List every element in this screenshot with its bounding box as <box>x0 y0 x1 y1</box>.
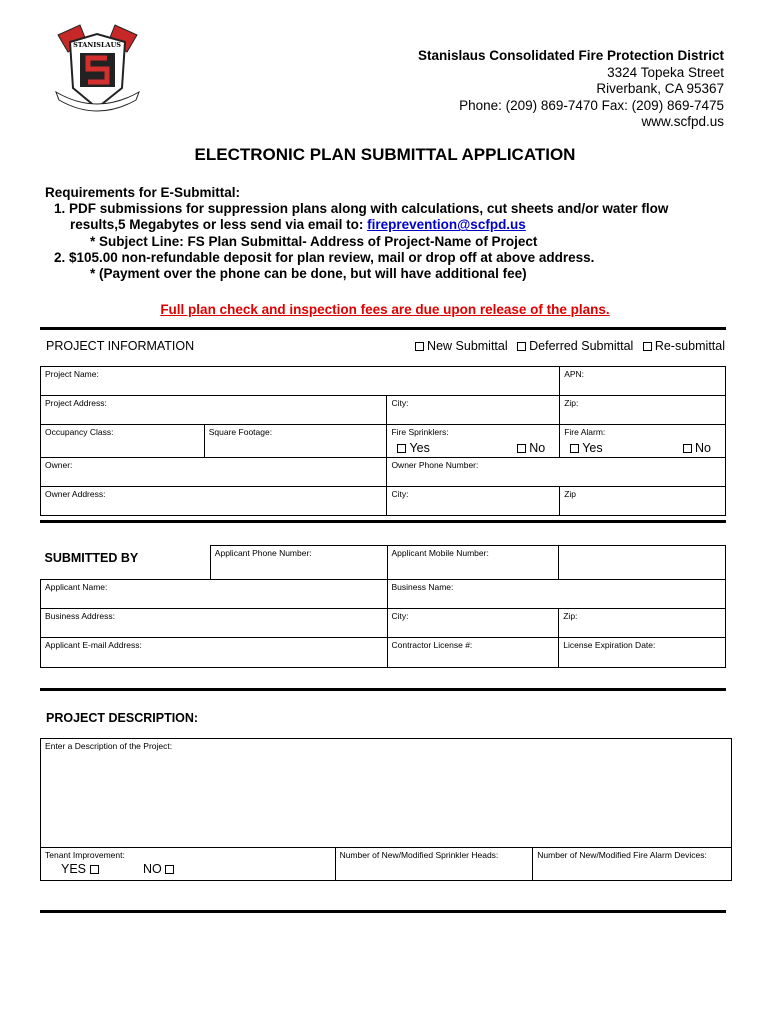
tenant-yes-label: YES <box>61 862 87 876</box>
project-zip-field[interactable] <box>560 396 726 425</box>
owner-field[interactable] <box>41 458 387 487</box>
alarm-yes-checkbox[interactable] <box>570 444 579 453</box>
project-name-label: Project Name: <box>45 369 99 379</box>
alarm-no-option[interactable] <box>683 441 711 455</box>
req-item-1: 1. PDF submissions for suppression plans along with calculations, cut sheets and/or water flow <box>54 201 669 217</box>
blank-cell <box>559 546 726 580</box>
tenant-yes-option[interactable] <box>61 862 102 876</box>
sprinklers-no-checkbox[interactable] <box>517 444 526 453</box>
sqft-field[interactable] <box>204 425 387 458</box>
alarm-yes-label: Yes <box>582 441 603 455</box>
owner-address-field[interactable] <box>41 487 387 516</box>
req-item-1-b-text: results,5 Megabytes or less send via email to: <box>70 217 368 233</box>
district-logo <box>50 20 145 115</box>
sprinklers-yes-label: Yes <box>409 441 430 455</box>
license-expiration-label: License Expiration Date: <box>563 640 656 650</box>
email-link[interactable]: fireprevention@scfpd.us <box>367 217 526 233</box>
applicant-phone-label: Applicant Phone Number: <box>214 548 312 558</box>
city-state: Riverbank, CA 95367 <box>596 81 724 96</box>
header-address <box>418 48 724 131</box>
fire-alarm-field <box>560 425 726 458</box>
fire-alarm-label: Fire Alarm: <box>564 427 606 437</box>
fire-sprinklers-label: Fire Sprinklers: <box>391 427 449 437</box>
website: www.scfpd.us <box>641 114 724 129</box>
project-name-field[interactable] <box>41 367 560 396</box>
business-name-field[interactable] <box>387 580 726 609</box>
logo-emblem-icon <box>50 20 145 115</box>
applicant-mobile-label: Applicant Mobile Number: <box>391 548 489 558</box>
applicant-name-label: Applicant Name: <box>45 582 108 592</box>
fee-notice: Full plan check and inspection fees are due upon release of the plans. <box>160 302 610 317</box>
tenant-yes-checkbox[interactable] <box>90 865 99 874</box>
org-name: Stanislaus Consolidated Fire Protection District <box>417 48 724 63</box>
business-zip-field[interactable] <box>559 609 726 638</box>
business-city-field[interactable] <box>387 609 559 638</box>
requirements <box>45 185 735 282</box>
sprinklers-yes-checkbox[interactable] <box>397 444 406 453</box>
tenant-improvement-label: Tenant Improvement: <box>45 850 125 860</box>
business-address-label: Business Address: <box>45 611 115 621</box>
license-expiration-field[interactable] <box>559 638 726 668</box>
re-submittal-checkbox[interactable] <box>643 342 652 351</box>
phone-fax: Phone: (209) 869-7470 Fax: (209) 869-7475 <box>459 97 724 113</box>
fire-alarm-options <box>564 437 721 455</box>
description-label: Enter a Description of the Project: <box>45 741 173 751</box>
re-submittal-label: Re-submittal <box>654 339 725 353</box>
contractor-license-field[interactable] <box>387 638 559 668</box>
owner-city-label: City: <box>391 489 409 499</box>
sprinklers-no-label: No <box>529 441 546 455</box>
req-payment-note: * (Payment over the phone can be done, but will have additional fee) <box>90 266 527 282</box>
sqft-label: Square Footage: <box>208 427 273 437</box>
project-city-field[interactable] <box>387 396 560 425</box>
project-address-field[interactable] <box>41 396 387 425</box>
svg-text:STANISLAUS: STANISLAUS <box>73 41 121 49</box>
owner-address-label: Owner Address: <box>45 489 106 499</box>
submitted-by-heading <box>41 546 211 580</box>
divider <box>40 327 726 330</box>
submitted-by-heading-text: SUBMITTED BY <box>44 550 139 565</box>
tenant-no-option[interactable] <box>143 862 177 876</box>
alarm-no-checkbox[interactable] <box>683 444 692 453</box>
apn-label: APN: <box>564 369 585 379</box>
project-city-label: City: <box>391 398 409 408</box>
alarm-devices-label: Number of New/Modified Fire Alarm Devices: <box>537 850 707 860</box>
owner-phone-label: Owner Phone Number: <box>391 460 479 470</box>
owner-city-field[interactable] <box>387 487 560 516</box>
business-city-label: City: <box>391 611 409 621</box>
project-zip-label: Zip: <box>564 398 579 408</box>
business-address-field[interactable] <box>41 609 388 638</box>
street: 3324 Topeka Street <box>607 64 724 80</box>
fire-sprinklers-field <box>387 425 560 458</box>
applicant-email-field[interactable] <box>41 638 388 668</box>
alarm-devices-field[interactable] <box>533 848 732 881</box>
owner-label: Owner: <box>45 460 73 470</box>
sprinklers-yes-option[interactable] <box>397 441 429 455</box>
occupancy-field[interactable] <box>41 425 205 458</box>
req-subject-line: * Subject Line: FS Plan Submittal- Address of Project-Name of Project <box>90 233 538 249</box>
apn-field[interactable] <box>560 367 726 396</box>
sprinkler-heads-field[interactable] <box>335 848 533 881</box>
tenant-no-label: NO <box>142 862 162 876</box>
new-submittal-checkbox[interactable] <box>415 342 424 351</box>
owner-zip-label: Zip <box>564 489 576 499</box>
divider <box>40 910 726 913</box>
tenant-improvement-field <box>41 848 336 881</box>
project-info-table <box>40 366 726 516</box>
tenant-no-checkbox[interactable] <box>165 865 174 874</box>
deferred-submittal-label: Deferred Submittal <box>529 339 634 353</box>
contractor-license-label: Contractor License #: <box>391 640 473 650</box>
business-zip-label: Zip: <box>563 611 578 621</box>
submitted-by-table <box>40 545 726 668</box>
submittal-type-options <box>415 339 725 353</box>
deferred-submittal-checkbox[interactable] <box>517 342 526 351</box>
owner-zip-field[interactable] <box>560 487 726 516</box>
req-item-1-b <box>45 217 735 233</box>
page-title: ELECTRONIC PLAN SUBMITTAL APPLICATION <box>194 145 576 164</box>
fire-sprinklers-options <box>391 437 555 455</box>
applicant-email-label: Applicant E-mail Address: <box>45 640 142 650</box>
tenant-options <box>45 860 331 876</box>
occupancy-label: Occupancy Class: <box>45 427 114 437</box>
divider <box>40 520 726 523</box>
project-description-table <box>40 738 732 881</box>
sprinkler-heads-label: Number of New/Modified Sprinkler Heads: <box>339 850 499 860</box>
alarm-yes-option[interactable] <box>570 441 602 455</box>
owner-phone-field[interactable] <box>387 458 726 487</box>
req-heading: Requirements for E-Submittal: <box>45 185 241 200</box>
applicant-name-field[interactable] <box>41 580 388 609</box>
divider <box>40 688 726 691</box>
project-description-heading: PROJECT DESCRIPTION: <box>46 711 199 725</box>
project-address-label: Project Address: <box>45 398 107 408</box>
new-submittal-label: New Submittal <box>427 339 508 353</box>
alarm-no-label: No <box>695 441 711 455</box>
applicant-mobile-field[interactable] <box>387 546 559 580</box>
description-textarea[interactable] <box>41 739 732 848</box>
sprinklers-no-option[interactable] <box>517 441 545 455</box>
applicant-phone-field[interactable] <box>210 546 387 580</box>
project-info-heading: PROJECT INFORMATION <box>46 339 195 353</box>
business-name-label: Business Name: <box>391 582 454 592</box>
req-item-2: 2. $105.00 non-refundable deposit for plan review, mail or drop off at above address. <box>54 249 595 265</box>
